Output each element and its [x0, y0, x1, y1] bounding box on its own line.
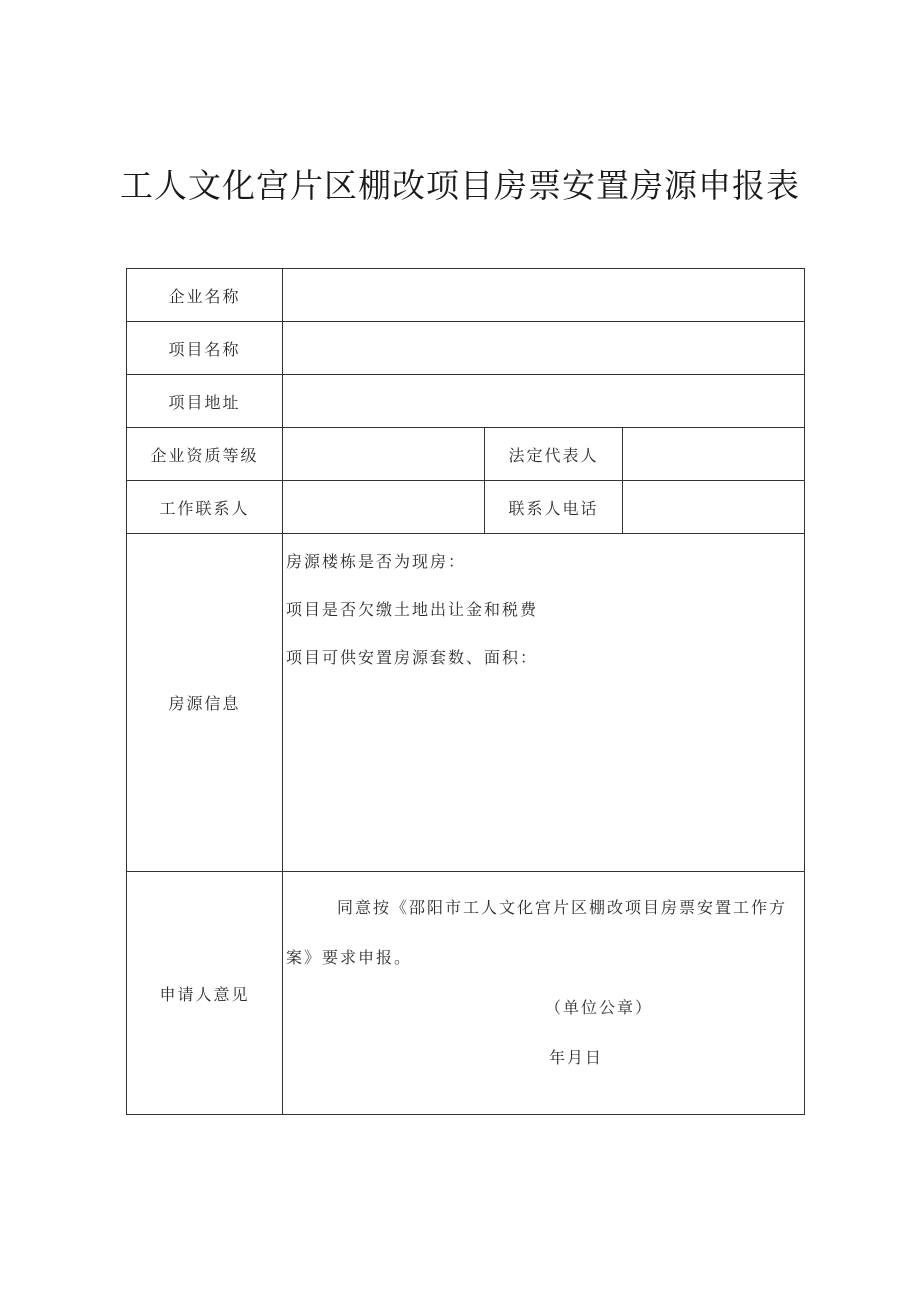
project-name-field[interactable] — [283, 322, 805, 375]
contact-row — [127, 481, 805, 534]
qualification-row — [127, 428, 805, 481]
opinion-text-line1: 同意按《邵阳市工人文化宫片区棚改项目房票安置工作方 — [337, 898, 788, 917]
housing-info-line: 项目可供安置房源套数、面积： — [286, 648, 539, 667]
opinion-field[interactable] — [283, 872, 805, 1115]
legal-rep-field[interactable] — [623, 428, 805, 481]
housing-info-label: 房源信息 — [127, 534, 283, 872]
opinion-row — [127, 872, 805, 1115]
project-name-row — [127, 322, 805, 375]
company-name-field[interactable] — [283, 269, 805, 322]
opinion-text-line2: 案》要求申报。 — [286, 948, 413, 967]
company-name-row — [127, 269, 805, 322]
opinion-label: 申请人意见 — [127, 872, 283, 1115]
project-address-field[interactable] — [283, 375, 805, 428]
project-address-row — [127, 375, 805, 428]
contact-phone-label: 联系人电话 — [485, 481, 623, 534]
seal-text: （单位公章） — [545, 998, 654, 1017]
contact-label: 工作联系人 — [127, 481, 283, 534]
contact-phone-field[interactable] — [623, 481, 805, 534]
housing-info-row — [127, 534, 805, 872]
date-text: 年月日 — [549, 1048, 604, 1067]
housing-info-line: 房源楼栋是否为现房： — [286, 552, 467, 571]
project-address-label: 项目地址 — [127, 375, 283, 428]
contact-field[interactable] — [283, 481, 485, 534]
housing-info-line: 项目是否欠缴土地出让金和税费 — [286, 600, 539, 619]
housing-info-field[interactable] — [283, 534, 805, 872]
qualification-field[interactable] — [283, 428, 485, 481]
qualification-label: 企业资质等级 — [127, 428, 283, 481]
project-name-label: 项目名称 — [127, 322, 283, 375]
company-name-label: 企业名称 — [127, 269, 283, 322]
application-form-table — [126, 268, 805, 1115]
legal-rep-label: 法定代表人 — [485, 428, 623, 481]
document-title: 工人文化宫片区棚改项目房票安置房源申报表 — [120, 166, 800, 205]
